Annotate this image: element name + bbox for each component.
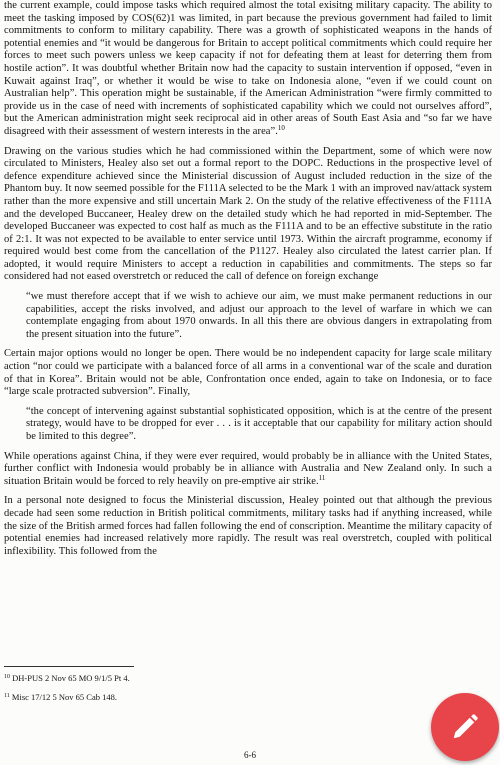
block-quote-2 xyxy=(26,406,492,444)
footnote-11-text: Misc 17/12 5 Nov 65 Cab 148. xyxy=(11,692,117,702)
page-number: 6-6 xyxy=(244,750,256,760)
footnote-11 xyxy=(4,692,492,703)
edit-button[interactable] xyxy=(431,693,499,761)
footnote-divider xyxy=(4,666,134,667)
paragraph-5-text: In a personal note designed to focus the Ministerial discussion, Healey pointed out that although the previous decade had seen some reduction in British political commitments, military tasks had if anything increased, while the size of the British armed forces had fallen following the end of conscription. Meantime the military capacity of potential enemies had increased relatively more rapidly. The result was real overstretch, coupled with political inflexibility. This followed from the xyxy=(4,495,492,557)
paragraph-2-text: Drawing on the various studies which he had commissioned within the Department, some of which were now circulated to Ministers, Healey also set out a formal report to the DOPC. Reductions in the prospective level of defence expenditure achieved since the Ministerial discussion of August included reduction in the size of the Phantom buy. It now seemed possible for the F111A selected to be the Mark 1 with an improved nav/attack system rather than the more expensive and still uncertain Mark 2. On the study of the relative effectiveness of the F111A and the developed Buccaneer, Healey drew on the detailed study which he had reported in mid-September. The developed Buccaneer was expected to cost half as much as the F111A and to be an effective substitute in the ratio of 2:1. It was not expected to be available to enter service until 1973. Within the aircraft programme, economy if required would best come from the cancellation of the P1127. Healey also circulated the latest carrier plan. If adopted, it would require Ministers to accept a reduction in capabilities and commitments. The steps so far considered had not eased overstretch or reduced the call of defence on foreign exchange xyxy=(4,145,492,283)
paragraph-3 xyxy=(4,348,492,398)
block-quote-1 xyxy=(26,291,492,341)
footnote-10-number: 10 xyxy=(4,674,10,680)
footnote-ref-10: 10 xyxy=(277,123,285,132)
footnotes xyxy=(4,666,492,711)
paragraph-4 xyxy=(4,451,492,489)
document-page xyxy=(4,0,492,565)
paragraph-3-text: Certain major options would no longer be open. There would be no independent capacity for large scale military action “nor could we participate with a balanced force of all arms in a conventional war of the scale and duration of that in Korea”. Britain would not be able, Confrontation once ended, again to take on Indonesia, or to face “large scale protracted subversion”. Finally, xyxy=(4,348,492,398)
block-quote-2-text: “the concept of intervening against substantial sophisticated opposition, which is at the centre of the present strategy, would have to be dropped for ever . . . is it acceptable that our capability for military action should be limited to this degree”. xyxy=(26,405,492,442)
paragraph-1-text: the current example, could impose tasks which required almost the total exisitng military capacity. The ability to meet the tasking imposed by COS(62)1 was limited, in part because the previous government had failed to limit commitments to conform to military capability. There was a growth of sophisticated weapons in the hands of potential enemies and “it would be dangerous for Britain to accept political commitments which could require her forces to meet such powers unless we keep capacity if not for defeating them at least for deterring them from hostile action”. It was doubtful whether Britain now had the capacity to sustain intervention if opposed, “even in Kuwait against Iraq”, or whether it would be wise to take on Indonesia alone, “even if we could count on Australian help”. This operation might be sustainable, if the American Administration “were firmly committed to provide us in the case of need with increments of sophisticated capability which we could not ourselves afford”, but the American administration might seek reciprocal aid in other areas of South East Asia and “so far we have disagreed with their assessment of western interests in the area”. xyxy=(4,0,492,137)
footnote-11-number: 11 xyxy=(4,693,10,699)
paragraph-1 xyxy=(4,0,492,139)
footnote-10-text: DH-PUS 2 Nov 65 MO 9/1/5 Pt 4. xyxy=(12,673,130,683)
block-quote-1-text: “we must therefore accept that if we wish to achieve our aim, we must make permanent reductions in our capabilities, accept the risks involved, and adjust our approach to the level of warfare in which we can contemplate engaging from about 1970 onwards. In all this there are obvious dangers in extrapolating from the present situation into the future”. xyxy=(26,291,492,340)
pencil-icon xyxy=(450,712,480,742)
footnote-10 xyxy=(4,673,492,684)
footnote-ref-11: 11 xyxy=(318,473,326,482)
paragraph-4-text: While operations against China, if they were ever required, would probably be in alliance with the United States, further conflict with Indonesia would probably be in alliance with Australia and New Zealand only. In such a situation Britain would be forced to rely heavily on pre-emptive air strike. xyxy=(4,450,492,487)
paragraph-2 xyxy=(4,146,492,285)
paragraph-5 xyxy=(4,495,492,558)
